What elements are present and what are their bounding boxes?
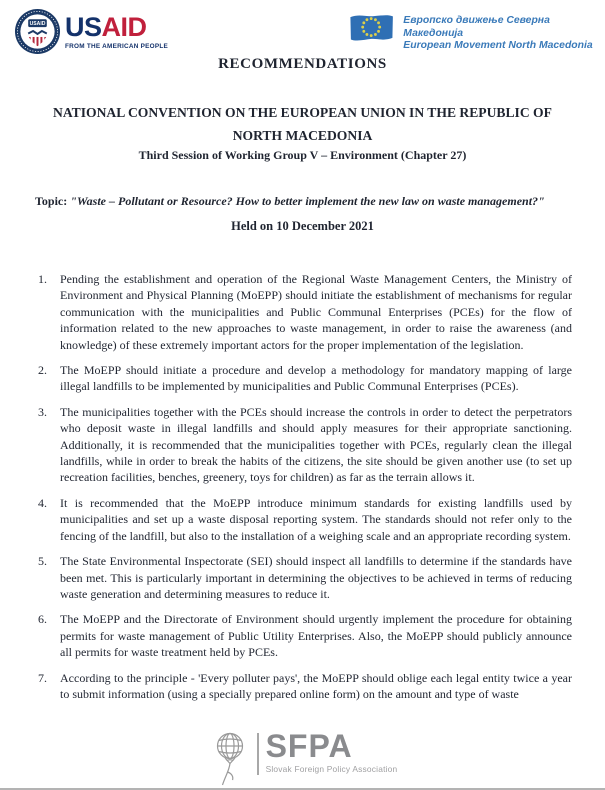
sfpa-acronym: SFPA	[265, 728, 353, 764]
eu-flag-icon	[349, 12, 394, 45]
held-on-line: Held on 10 December 2021	[231, 219, 374, 233]
sfpa-divider	[257, 733, 259, 775]
usaid-wordmark-aid: AID	[101, 11, 147, 42]
convention-heading-line1: NATIONAL CONVENTION ON THE EUROPEAN UNION IN THE REPUBLIC OF	[53, 105, 552, 120]
recommendation-item: The municipalities together with the PCEs should increase the controls in order to detect the perpetrators who deposit waste in illegal landfills and should apply measures for their appropriate sanctioning. Additionally, it is recommended that the municipalities together with PCEs, regularly clean the illegal landfills, while in order to break the habits of the citizens, the site should be given another use (to set up recreation facilities, benches, greenery, toys for children) as far as the terrain allows it.	[60, 404, 572, 485]
recommendation-item: It is recommended that the MoEPP introduce minimum standards for existing landfills used by municipalities and set up a waste disposal reporting system. The standards should not refer only to the fencing of the landfill, but also to the installation of a weighing scale and an appropriate recording system.	[60, 495, 572, 543]
session-subheading: Third Session of Working Group V – Environment (Chapter 27)	[138, 148, 467, 162]
topic-text: "Waste – Pollutant or Resource? How to better implement the new law on waste management?"	[70, 194, 545, 208]
convention-heading	[20, 101, 585, 147]
convention-heading-line2: NORTH MACEDONIA	[232, 128, 373, 143]
eu-movement-name	[403, 15, 605, 53]
recommendation-item: Pending the establishment and operation of the Regional Waste Management Centers, the Ministry of Environment and Physical Planning (MoEPP) should initiate the establishment of mechanisms for regular communication with the municipalities and Public Communal Enterprises (PCEs) for the flow of information related to the new approaches to waste management, in order to raise the awareness (and knowledge) of these extremely important actors for the proper implementation of the legislation.	[60, 272, 572, 352]
eu-movement-name-en: European Movement North Macedonia	[403, 40, 593, 52]
recommendation-item: The MoEPP should initiate a procedure and develop a methodology for mandatory mapping of large illegal landfills to be implemented by municipalities and Public Communal Enterprises (PCEs).	[60, 363, 572, 394]
usaid-logo	[14, 8, 168, 55]
recommendations-list	[38, 271, 572, 711]
usaid-tagline: FROM THE AMERICAN PEOPLE	[65, 42, 169, 50]
sfpa-flower-globe-icon	[208, 727, 252, 787]
recommendation-item: According to the principle - 'Every polluter pays', the MoEPP should oblige each legal entity twice a year to submit information (using a specially prepared online form) on the amount and type of waste	[60, 670, 572, 701]
usaid-wordmark	[65, 11, 169, 50]
recommendation-item: The MoEPP and the Directorate of Environment should urgently implement the procedure for obtaining permits for waste management of Public Utility Enterprises. Also, the MoEPP should publicly announce all permits for waste treatment held by PCEs.	[60, 612, 572, 660]
eu-movement-name-mk: Европско движење Северна Македонија	[403, 15, 550, 39]
sfpa-logo	[0, 727, 605, 787]
usaid-wordmark-us: US	[65, 11, 102, 42]
usaid-seal-icon	[14, 8, 61, 55]
svg-text:USAID: USAID	[29, 21, 46, 28]
topic-line	[35, 194, 577, 209]
page-title: RECOMMENDATIONS	[218, 56, 387, 72]
recommendation-item: The State Environmental Inspectorate (SEI) should inspect all landfills to determine if the standards have been met. This is particularly important in determining the objectives to be achieved in terms of reducing waste generation and determining measures to reduce it.	[60, 554, 572, 601]
sfpa-text	[266, 730, 398, 774]
sfpa-full-name: Slovak Foreign Policy Association	[265, 764, 398, 774]
eu-movement-logo	[349, 12, 605, 53]
topic-label: Topic:	[35, 194, 68, 208]
